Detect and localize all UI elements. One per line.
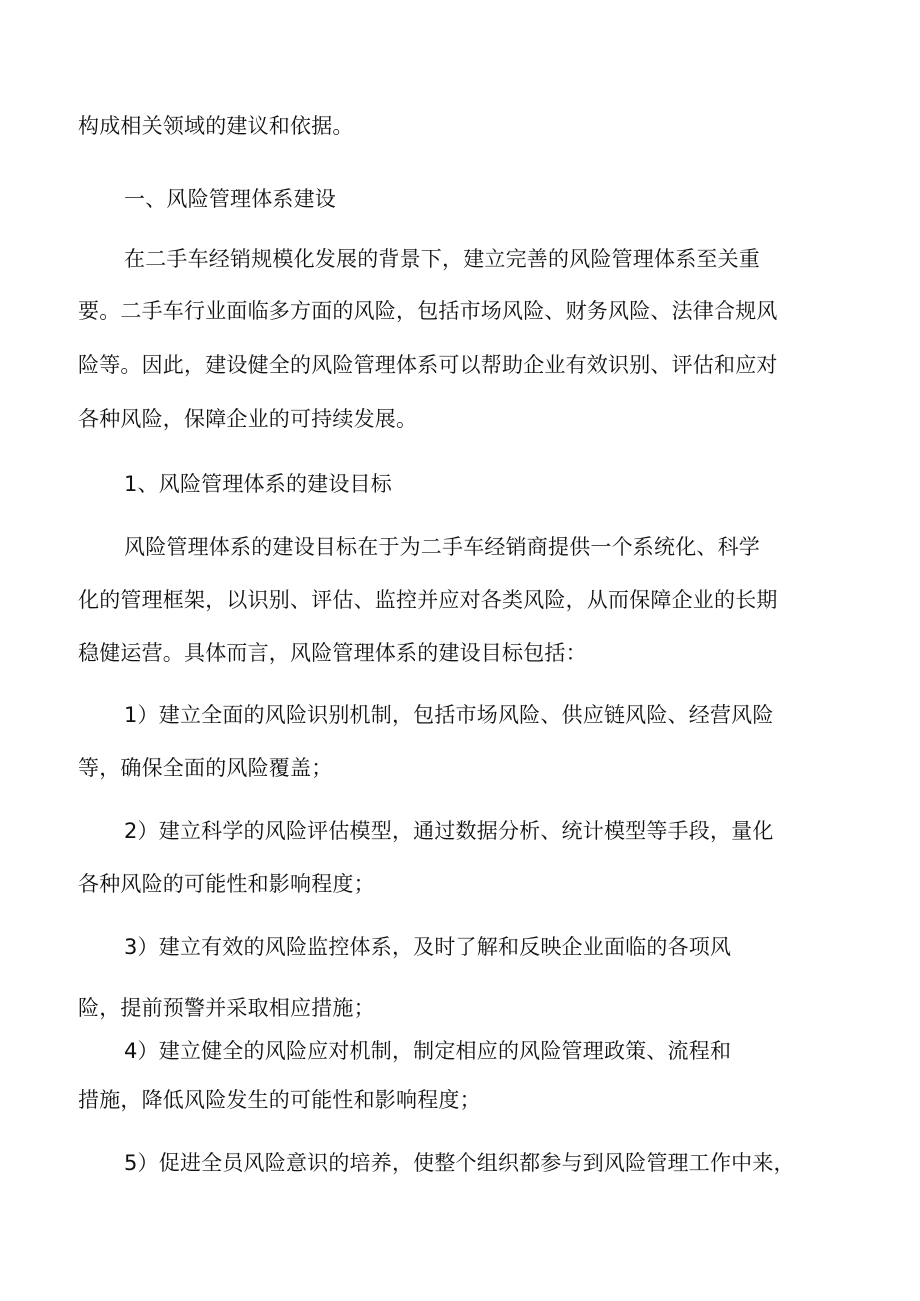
paragraph-line: 各种风险，保障企业的可持续发展。 bbox=[78, 407, 418, 431]
paragraph-line: 要。二手车行业面临多方面的风险，包括市场风险、财务风险、法律合规风 bbox=[78, 299, 778, 323]
paragraph-line: 风险管理体系的建设目标在于为二手车经销商提供一个系统化、科学 bbox=[124, 535, 760, 559]
list-item-line: 各种风险的可能性和影响程度； bbox=[78, 872, 375, 896]
list-item-line: 2）建立科学的风险评估模型，通过数据分析、统计模型等手段，量化 bbox=[124, 819, 774, 843]
paragraph-line: 化的管理框架，以识别、评估、监控并应对各类风险，从而保障企业的长期 bbox=[78, 588, 778, 612]
list-item-line: 5）促进全员风险意识的培养，使整个组织都参与到风险管理工作中来， bbox=[124, 1151, 795, 1175]
subsection-heading: 1、风险管理体系的建设目标 bbox=[124, 472, 392, 496]
list-item-line: 4）建立健全的风险应对机制，制定相应的风险管理政策、流程和 bbox=[124, 1039, 732, 1063]
list-item-line: 措施，降低风险发生的可能性和影响程度； bbox=[78, 1088, 481, 1112]
paragraph-line: 稳健运营。具体而言，风险管理体系的建设目标包括： bbox=[78, 641, 587, 665]
list-item-line: 险，提前预警并采取相应措施； bbox=[78, 996, 375, 1020]
paragraph-line: 在二手车经销规模化发展的背景下，建立完善的风险管理体系至关重 bbox=[124, 247, 760, 271]
list-item-line: 等，确保全面的风险覆盖； bbox=[78, 756, 333, 780]
paragraph-line: 险等。因此，建设健全的风险管理体系可以帮助企业有效识别、评估和应对 bbox=[78, 353, 778, 377]
section-heading: 一、风险管理体系建设 bbox=[124, 187, 336, 211]
list-item-line: 1）建立全面的风险识别机制，包括市场风险、供应链风险、经营风险 bbox=[124, 703, 774, 727]
list-item-line: 3）建立有效的风险监控体系，及时了解和反映企业面临的各项风 bbox=[124, 935, 732, 959]
paragraph-line: 构成相关领域的建议和依据。 bbox=[78, 114, 354, 138]
